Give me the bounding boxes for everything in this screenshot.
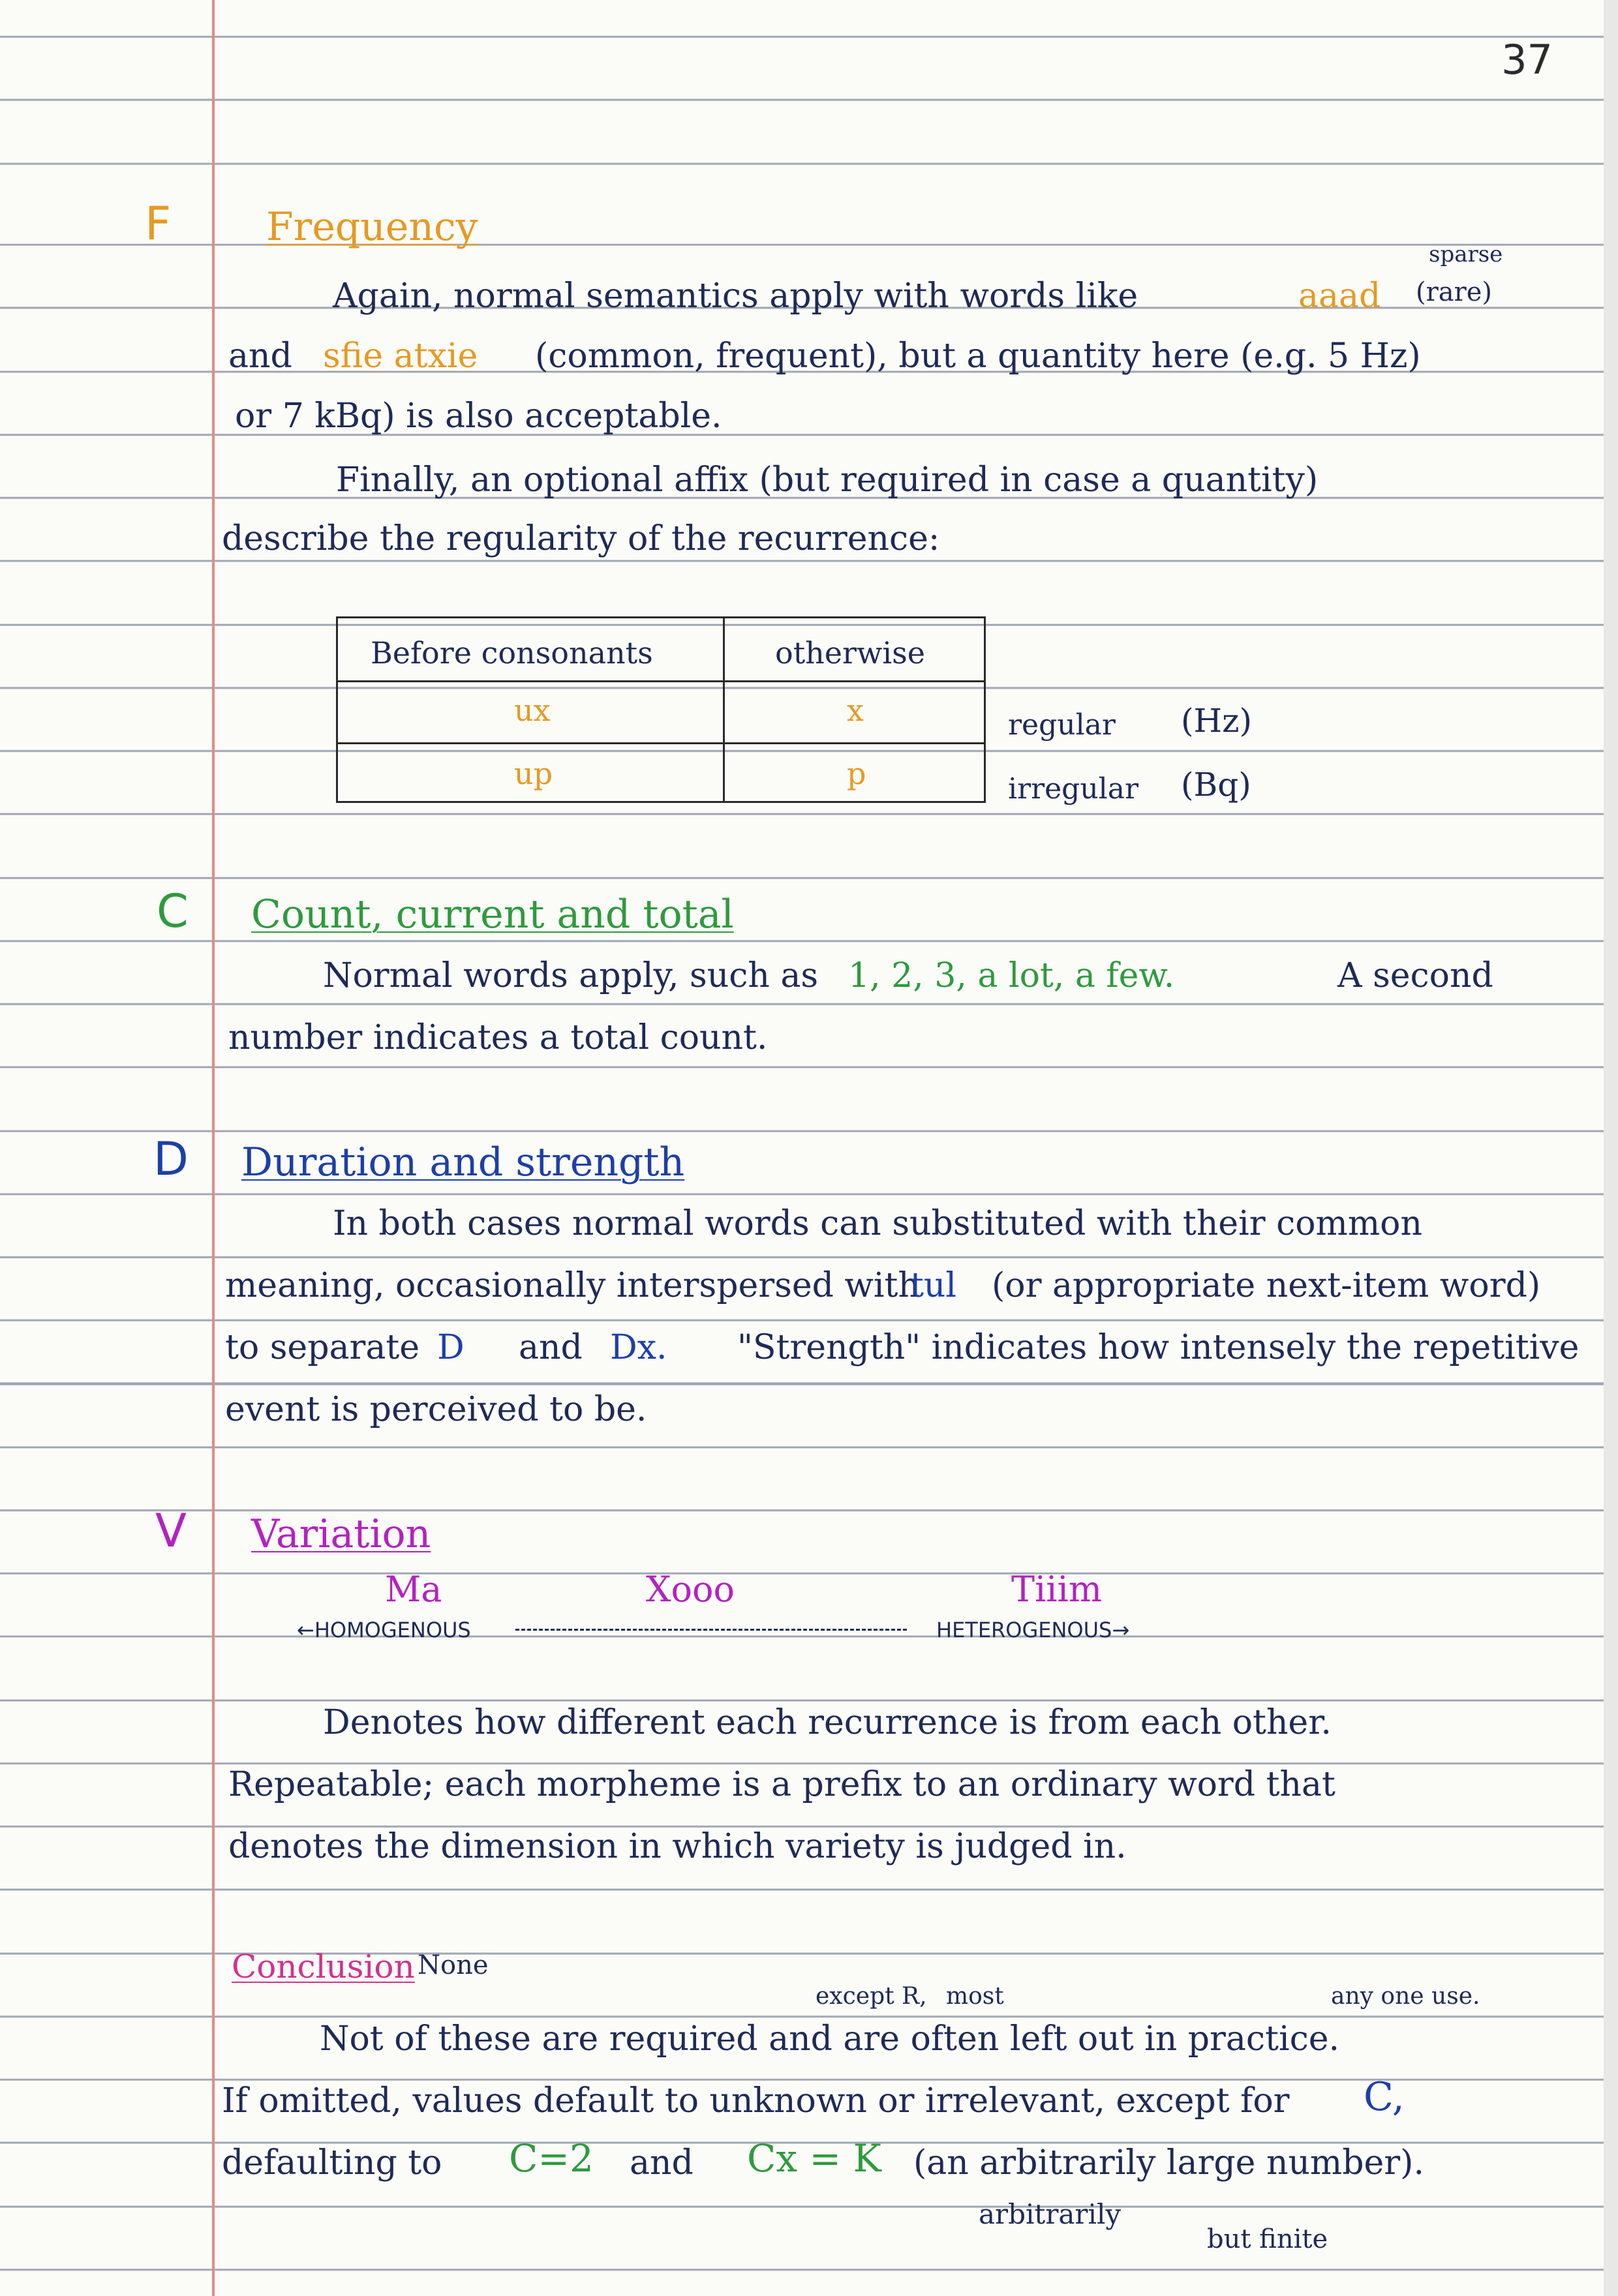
section-heading-frequency: Frequency — [266, 204, 478, 250]
f-line-2-rest: (common, frequent), but a quantity here (e.g. 5 Hz) — [535, 337, 1421, 376]
conclusion-line-2-a: If omitted, values default to unknown or irrelevant, except for — [222, 2081, 1290, 2121]
section-marker-f: F — [145, 197, 172, 250]
f-line-2-and: and — [228, 337, 292, 376]
scale-dashed-line — [515, 1629, 907, 1631]
scale-word-ma: Ma — [385, 1569, 442, 1610]
annotation-sparse: sparse — [1429, 241, 1503, 267]
table-unit-bq: (Bq) — [1181, 766, 1251, 804]
scale-word-xooo: Xooo — [646, 1569, 735, 1610]
c-line-2: number indicates a total count. — [228, 1018, 768, 1057]
annotation-rare: (rare) — [1416, 277, 1492, 307]
affix-table — [336, 616, 986, 803]
table-divider-row-1 — [338, 680, 984, 682]
conclusion-line-1: Not of these are required and are often left out in practice. — [320, 2019, 1339, 2059]
f-line-3: or 7 kBq) is also acceptable. — [235, 397, 722, 436]
d-line-3-and: and — [519, 1328, 583, 1367]
section-marker-c: C — [157, 884, 189, 938]
conclusion-cx-equals-k: Cx = K — [747, 2136, 881, 2181]
page-number: 37 — [1501, 36, 1553, 83]
conclusion-note-but-finite: but finite — [1207, 2224, 1328, 2254]
table-cell-p: p — [847, 756, 866, 791]
table-divider-vertical — [723, 618, 725, 801]
scale-right-label: HETEROGENOUS→ — [936, 1618, 1130, 1642]
conclusion-note-any-one-use: any one use. — [1331, 1983, 1480, 2010]
section-marker-d: D — [153, 1132, 189, 1186]
c-examples: 1, 2, 3, a lot, a few. — [848, 956, 1175, 995]
d-symbol-dx: Dx. — [610, 1328, 667, 1367]
conclusion-line-3-and: and — [630, 2143, 694, 2183]
conclusion-line-3-a: defaulting to — [222, 2143, 442, 2183]
scale-left-label: ←HOMOGENOUS — [297, 1618, 471, 1642]
table-cell-x: x — [847, 693, 864, 728]
v-line-2: Repeatable; each morpheme is a prefix to an ordinary word that — [228, 1765, 1336, 1804]
d-line-4: event is perceived to be. — [225, 1390, 647, 1429]
section-heading-count: Count, current and total — [251, 892, 734, 937]
d-symbol-d: D — [437, 1328, 465, 1367]
v-line-1: Denotes how different each recurrence is from each other. — [323, 1703, 1332, 1742]
f-line-5: describe the regularity of the recurrence: — [222, 519, 940, 558]
c-line-1-end: A second — [1337, 956, 1493, 995]
table-label-regular: regular — [1008, 708, 1116, 742]
page-edge — [1604, 0, 1618, 2296]
conclusion-note-except: except R, — [816, 1983, 927, 2010]
d-line-2-b: (or appropriate next-item word) — [992, 1266, 1541, 1305]
conclusion-note-none: None — [418, 1950, 489, 1980]
scale-word-tiiim: Tiiim — [1011, 1569, 1103, 1610]
word-aaad: aaad — [1298, 277, 1381, 316]
v-line-3: denotes the dimension in which variety is judged in. — [228, 1827, 1127, 1866]
table-label-irregular: irregular — [1008, 772, 1139, 806]
table-cell-ux: ux — [514, 693, 551, 728]
conclusion-heading: Conclusion — [232, 1948, 415, 1986]
table-header-before: Before consonants — [371, 635, 653, 671]
table-header-otherwise: otherwise — [775, 635, 925, 671]
d-line-2-a: meaning, occasionally interspersed with — [225, 1266, 920, 1305]
conclusion-c-equals-2: C=2 — [509, 2136, 594, 2181]
section-marker-v: V — [155, 1504, 187, 1558]
conclusion-symbol-c: C, — [1364, 2074, 1405, 2120]
d-line-3-b: "Strength" indicates how intensely the repetitive — [737, 1328, 1580, 1367]
table-divider-row-2 — [338, 742, 984, 744]
section-heading-variation: Variation — [251, 1511, 431, 1557]
conclusion-line-3-b: (an arbitrarily large number). — [913, 2143, 1424, 2183]
conclusion-note-most: most — [946, 1983, 1004, 2010]
f-line-1: Again, normal semantics apply with words like — [333, 277, 1138, 316]
table-cell-up: up — [514, 756, 553, 791]
d-line-3-a: to separate — [225, 1328, 420, 1367]
word-sfie-txie: sfie atxie — [323, 337, 478, 376]
section-heading-duration: Duration and strength — [241, 1140, 685, 1185]
table-unit-hz: (Hz) — [1181, 702, 1252, 740]
conclusion-note-arbitrarily: arbitrarily — [979, 2198, 1122, 2230]
d-line-1: In both cases normal words can substituted with their common — [333, 1204, 1422, 1243]
f-line-4: Finally, an optional affix (but required in case a quantity) — [336, 461, 1319, 500]
margin-line — [212, 0, 215, 2296]
c-line-1-start: Normal words apply, such as — [323, 956, 819, 995]
d-word-tul: tul — [910, 1266, 957, 1305]
